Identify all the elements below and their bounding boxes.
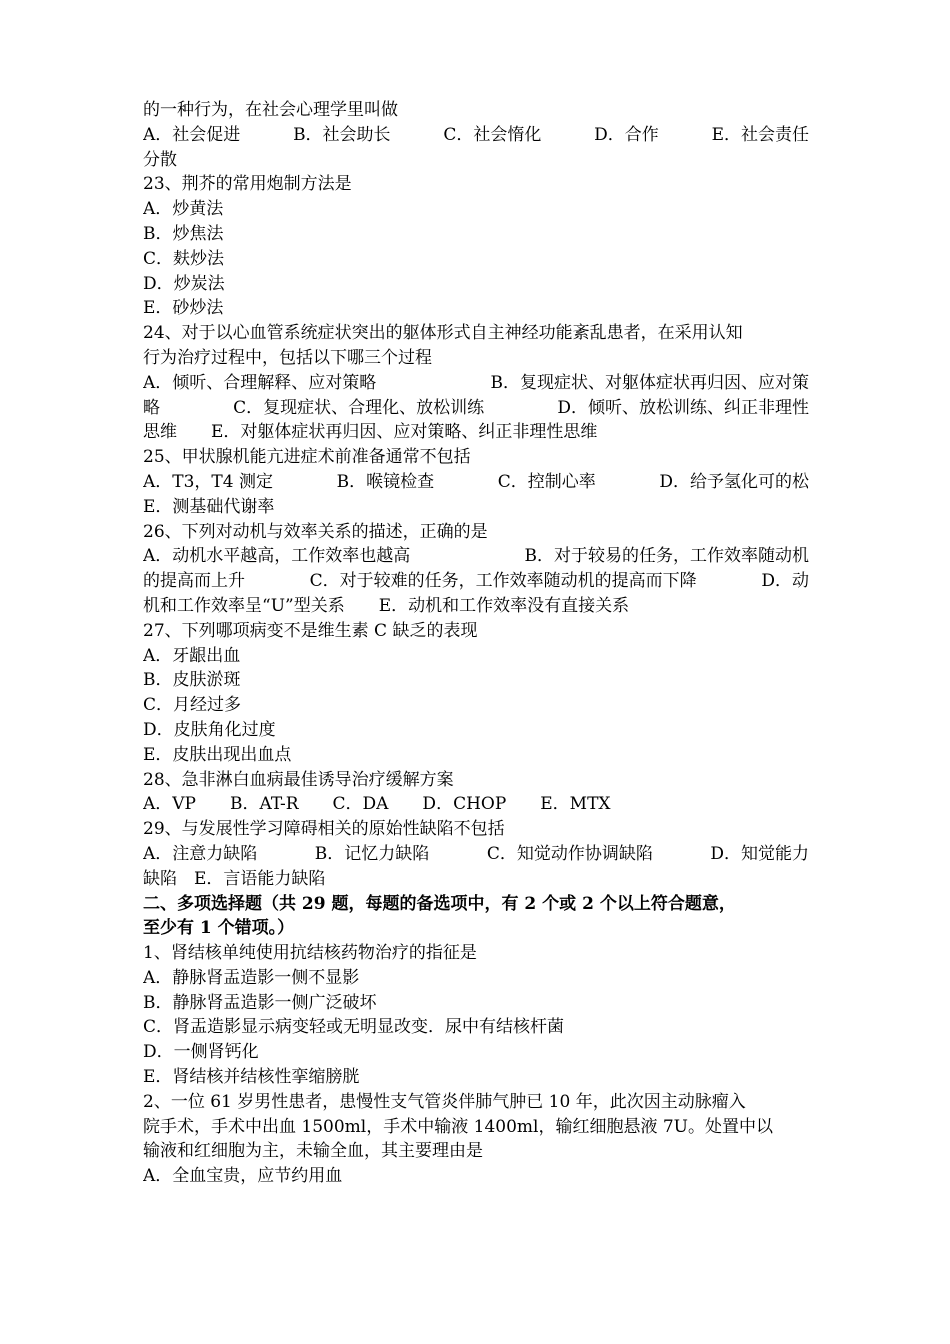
text-line: B．炒焦法 [143,223,224,244]
text-segment: B．社会助长 [293,124,391,145]
text-line [143,569,809,594]
text-line [143,544,809,569]
text-line: 机和工作效率呈“U”型关系 E．动机和工作效率没有直接关系 [143,595,630,616]
text-line [143,371,809,396]
text-line: D．一侧肾钙化 [143,1042,259,1063]
text-segment: B．复现症状、对躯体症状再归因、应对策 [490,372,809,393]
text-line: 29、与发展性学习障碍相关的原始性缺陷不包括 [143,819,505,840]
text-segment: D．倾听、放松训练、纠正非理性 [557,397,809,418]
text-line: C．麸炒法 [143,248,225,269]
text-segment: D．动 [761,571,809,592]
text-segment: D．给予氢化可的松 [659,471,809,492]
text-line: B．皮肤淤斑 [143,670,241,691]
text-segment: 院手术，手术中出血 1500ml，手术中输液 1400ml，输红细胞悬液 7U。处置中以 [143,1116,773,1137]
text-line [143,396,809,421]
text-line: 的一种行为，在社会心理学里叫做 [143,100,398,120]
text-segment: B．喉镜检查 [336,471,435,492]
text-segment: C．控制心率 [497,471,596,492]
text-line: D．炒炭法 [143,273,225,294]
text-segment: B．记忆力缺陷 [314,843,430,864]
text-line: 23、荆芥的常用炮制方法是 [143,174,352,195]
text-segment: 略 [143,397,160,418]
text-line: 1、肾结核单纯使用抗结核药物治疗的指征是 [143,943,477,964]
text-line: A．VP B．AT-R C．DA D．CHOP E．MTX [143,794,611,815]
text-segment: E．社会责任 [711,124,809,145]
text-line [143,842,809,867]
text-segment: 的提高而上升 [143,571,245,592]
text-segment: C．社会惰化 [443,124,542,145]
text-line: C．肾盂造影显示病变轻或无明显改变．尿中有结核杆菌 [143,1017,565,1038]
text-line: A．静脉肾盂造影一侧不显影 [143,967,360,988]
text-line: 思维 E．对躯体症状再归因、应对策略、纠正非理性思维 [143,422,598,443]
text-segment: A．注意力缺陷 [143,843,258,864]
text-line: 至少有 1 个错项。） [143,918,295,939]
text-line: E．砂炒法 [143,298,224,319]
text-line: 24、对于以心血管系统症状突出的躯体形式自主神经功能紊乱患者，在采用认知 [143,323,743,344]
text-segment: A．社会促进 [143,124,241,145]
text-line [143,1115,809,1140]
text-segment: C．对于较难的任务，工作效率随动机的提高而下降 [309,571,697,592]
text-segment: C．复现症状、合理化、放松训练 [233,397,485,418]
text-segment: D．知觉能力 [710,843,809,864]
text-line: 25、甲状腺机能亢进症术前准备通常不包括 [143,447,471,468]
text-segment: A．动机水平越高，工作效率也越高 [143,546,411,567]
text-line: A．全血宝贵，应节约用血 [143,1166,343,1187]
text-line [143,123,809,148]
text-line: B．静脉肾盂造影一侧广泛破坏 [143,992,377,1013]
text-segment: A．T3，T4 测定 [143,471,273,492]
text-line: A．炒黄法 [143,199,224,220]
text-line [143,1090,809,1115]
text-line [143,470,809,495]
text-line: C．月经过多 [143,695,242,716]
text-segment: 二、多项选择题（共 29 题，每题的备选项中，有 2 个或 2 个以上符合题意， [143,893,736,914]
text-segment: C．知觉动作协调缺陷 [486,843,653,864]
text-line: 分散 [143,149,177,170]
text-line [143,892,809,917]
text-line: 行为治疗过程中，包括以下哪三个过程 [143,347,432,368]
text-line: E．测基础代谢率 [143,496,275,517]
text-segment: A．倾听、合理解释、应对策略 [143,372,377,393]
text-line: D．皮肤角化过度 [143,719,276,740]
text-line: 26、下列对动机与效率关系的描述，正确的是 [143,521,488,542]
document-page [143,98,809,1189]
text-line: A．牙龈出血 [143,645,241,666]
text-line: E．肾结核并结核性挛缩膀胱 [143,1067,360,1088]
text-segment: 2、一位 61 岁男性患者，患慢性支气管炎伴肺气肿已 10 年，此次因主动脉瘤入 [143,1091,746,1112]
text-segment: B．对于较易的任务，工作效率随动机 [524,546,809,567]
text-line: 27、下列哪项病变不是维生素 C 缺乏的表现 [143,620,478,641]
text-line: 缺陷 E．言语能力缺陷 [143,868,326,889]
text-line: 28、急非淋白血病最佳诱导治疗缓解方案 [143,769,454,790]
text-line: 输液和红细胞为主，未输全血，其主要理由是 [143,1141,483,1162]
text-segment: D．合作 [594,124,659,145]
text-line: E．皮肤出现出血点 [143,744,292,765]
